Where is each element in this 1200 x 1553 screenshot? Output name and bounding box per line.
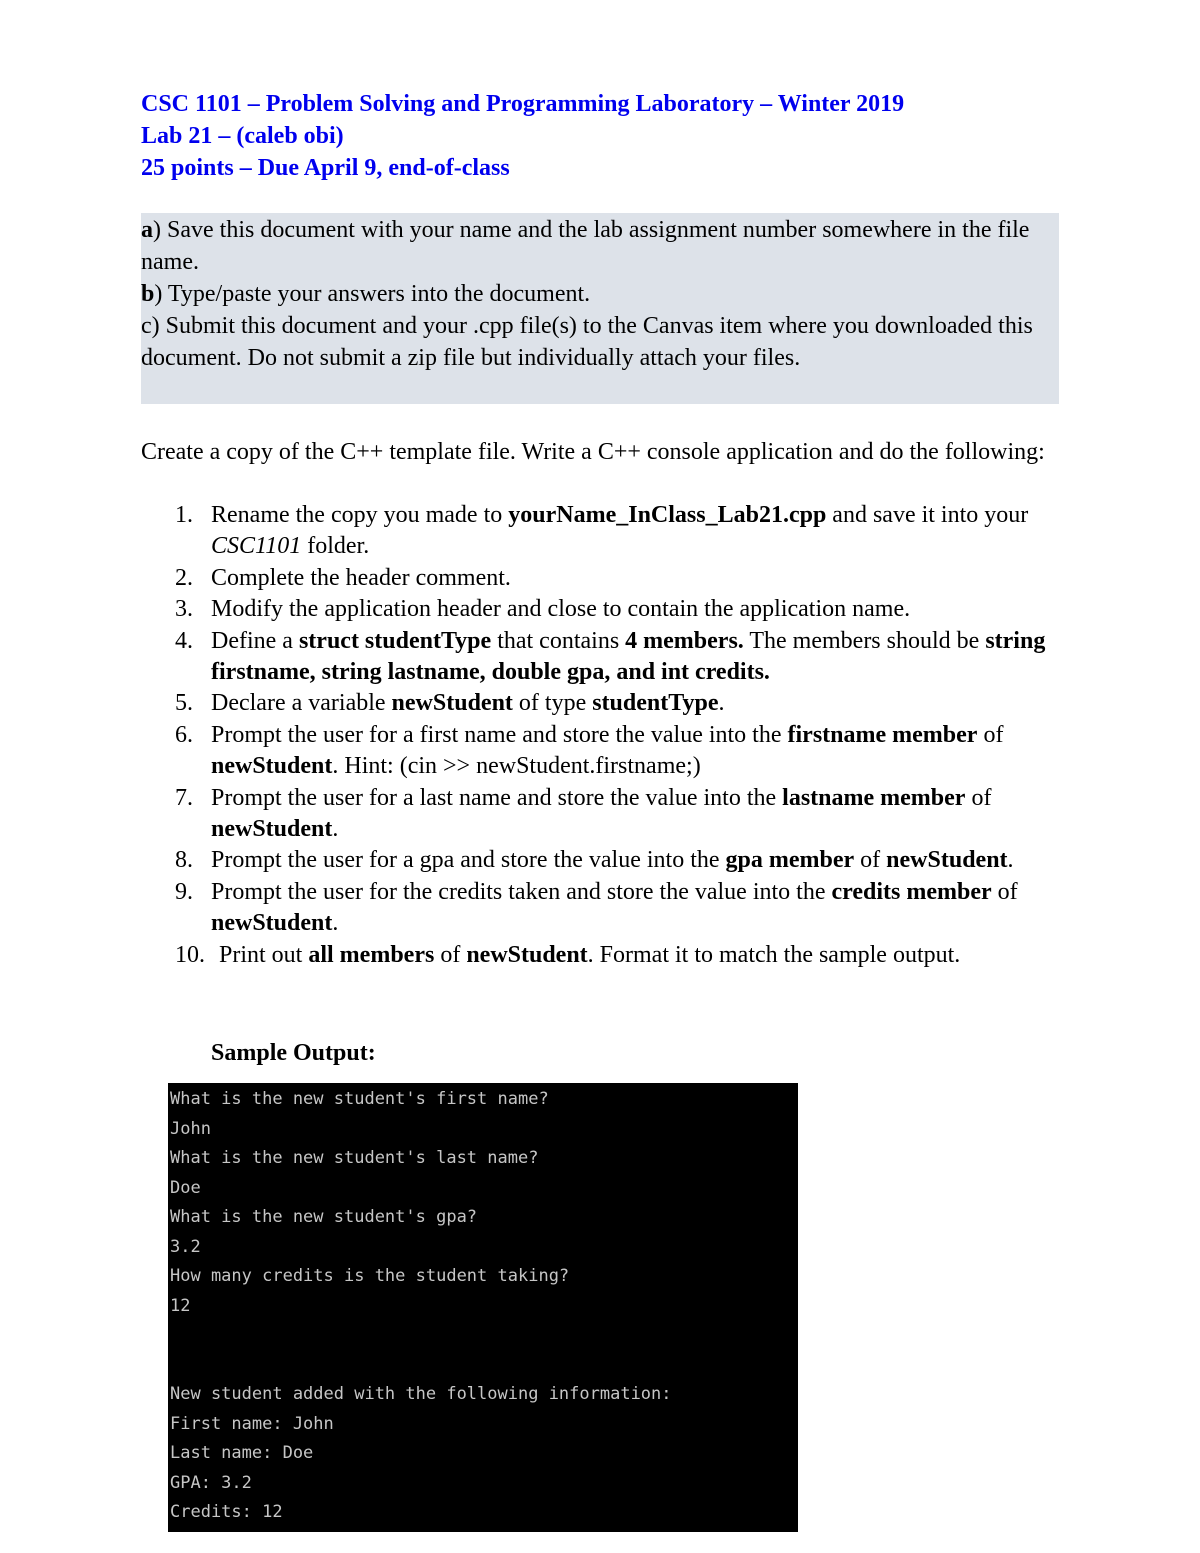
step-number: 4.: [175, 627, 193, 654]
step-bold: newStudent: [211, 816, 333, 843]
step-text: Prompt the user for a gpa and store the value into the: [211, 847, 726, 874]
step-10: [141, 940, 1066, 971]
step-4: [141, 626, 1066, 689]
step-number: 2.: [175, 564, 193, 591]
step-text: . Hint: (cin >> newStudent.firstname;): [332, 753, 701, 780]
console-line: 12: [170, 1295, 191, 1316]
step-number: 3.: [175, 596, 193, 623]
step-bold: all members: [308, 941, 435, 968]
console-line: 3.2: [170, 1236, 201, 1257]
step-text: Print out: [219, 941, 309, 968]
steps-list: [141, 500, 1066, 971]
step-text: of: [854, 847, 887, 874]
step-number: 1.: [175, 502, 193, 528]
step-text: The members should be: [743, 627, 986, 654]
console-line: How many credits is the student taking?: [170, 1266, 570, 1286]
step-bold: newStudent: [886, 847, 1008, 874]
instructions-box: [141, 213, 1059, 404]
lab-title: Lab 21 – (caleb obi): [141, 123, 344, 149]
step-number: 7.: [175, 784, 193, 811]
instruction-b-text: ) Type/paste your answers into the document.: [154, 281, 591, 307]
step-bold: newStudent: [466, 941, 588, 968]
step-text: of: [965, 784, 992, 811]
step-number: 9.: [175, 878, 193, 905]
step-text: . Format it to match the sample output.: [587, 941, 961, 968]
step-text: .: [332, 816, 339, 843]
step-bold: firstname member: [787, 721, 978, 748]
document-header: [141, 88, 1081, 184]
step-text: folder.: [301, 533, 370, 560]
due-line: 25 points – Due April 9, end-of-class: [141, 155, 510, 181]
step-bold: string firstname, string lastname, double gpa, and int credits.: [211, 627, 1046, 686]
step-text: of: [991, 878, 1018, 905]
step-5: [141, 688, 1066, 719]
step-text: Complete the header comment.: [211, 564, 511, 591]
step-text: of: [434, 941, 467, 968]
sample-output-label: Sample Output:: [211, 1040, 376, 1066]
console-line: What is the new student's last name?: [170, 1148, 539, 1168]
step-italic: CSC1101: [211, 533, 302, 560]
step-8: [141, 845, 1066, 876]
step-text: Declare a variable: [211, 690, 392, 717]
step-bold: lastname member: [782, 784, 966, 811]
step-7: [141, 783, 1066, 846]
step-number: 6.: [175, 721, 193, 748]
step-text: of type: [512, 690, 593, 717]
step-bold: newStudent: [211, 910, 333, 937]
step-bold: 4 members.: [625, 627, 744, 654]
instruction-b: [141, 278, 1059, 310]
console-line: John: [170, 1118, 211, 1139]
console-line: Doe: [170, 1177, 201, 1198]
step-bold: studentType: [592, 690, 719, 717]
instruction-a-label: a: [141, 217, 153, 243]
step-text: and save it into your: [826, 502, 1029, 528]
step-bold: yourName_InClass_Lab21.cpp: [508, 502, 827, 528]
step-text: .: [332, 910, 339, 937]
step-text: Prompt the user for a first name and store the value into the: [211, 721, 788, 748]
step-number: 5.: [175, 690, 193, 717]
console-line: What is the new student's gpa?: [170, 1207, 478, 1227]
console-line: First name: John: [170, 1413, 334, 1434]
step-text: .: [1007, 847, 1014, 874]
console-line: [170, 1351, 798, 1381]
step-6: [141, 720, 1066, 783]
step-text: that contains: [491, 627, 626, 654]
console-screenshot: [168, 1083, 798, 1532]
step-bold: newStudent: [391, 690, 513, 717]
step-text: Prompt the user for the credits taken and store the value into the: [211, 878, 832, 905]
step-text: Modify the application header and close to contain the application name.: [211, 596, 911, 623]
intro-paragraph: Create a copy of the C++ template file. Write a C++ console application and do the following:: [141, 439, 1045, 465]
step-1: [141, 500, 1066, 563]
step-bold: credits member: [831, 878, 992, 905]
step-2: [141, 563, 1066, 594]
instruction-b-label: b: [141, 281, 155, 307]
instruction-a: [141, 214, 1059, 278]
step-bold: newStudent: [211, 753, 333, 780]
step-text: of: [977, 721, 1004, 748]
course-title: CSC 1101 – Problem Solving and Programming Laboratory – Winter 2019: [141, 91, 905, 117]
console-line: Credits: 12: [170, 1502, 283, 1522]
step-3: [141, 594, 1066, 625]
step-number: 10.: [175, 941, 205, 968]
instruction-c: c) Submit this document and your .cpp file(s) to the Canvas item where you downloaded this document. Do not submit a zip file but individually attach your files.: [141, 313, 1033, 371]
instruction-a-text: ) Save this document with your name and the lab assignment number somewhere in the file name.: [141, 217, 1030, 275]
step-text: Define a: [211, 627, 299, 654]
console-line: New student added with the following information:: [170, 1384, 672, 1404]
console-line: [170, 1321, 798, 1351]
step-text: Prompt the user for a last name and store the value into the: [211, 784, 783, 811]
step-bold: struct studentType: [298, 627, 492, 654]
step-number: 8.: [175, 847, 193, 874]
console-line: Last name: Doe: [170, 1443, 314, 1463]
step-9: [141, 877, 1066, 940]
step-text: .: [718, 690, 725, 717]
console-line: GPA: 3.2: [170, 1472, 252, 1493]
step-bold: gpa member: [725, 847, 855, 874]
step-text: Rename the copy you made to: [211, 502, 509, 528]
console-line: What is the new student's first name?: [170, 1089, 549, 1109]
